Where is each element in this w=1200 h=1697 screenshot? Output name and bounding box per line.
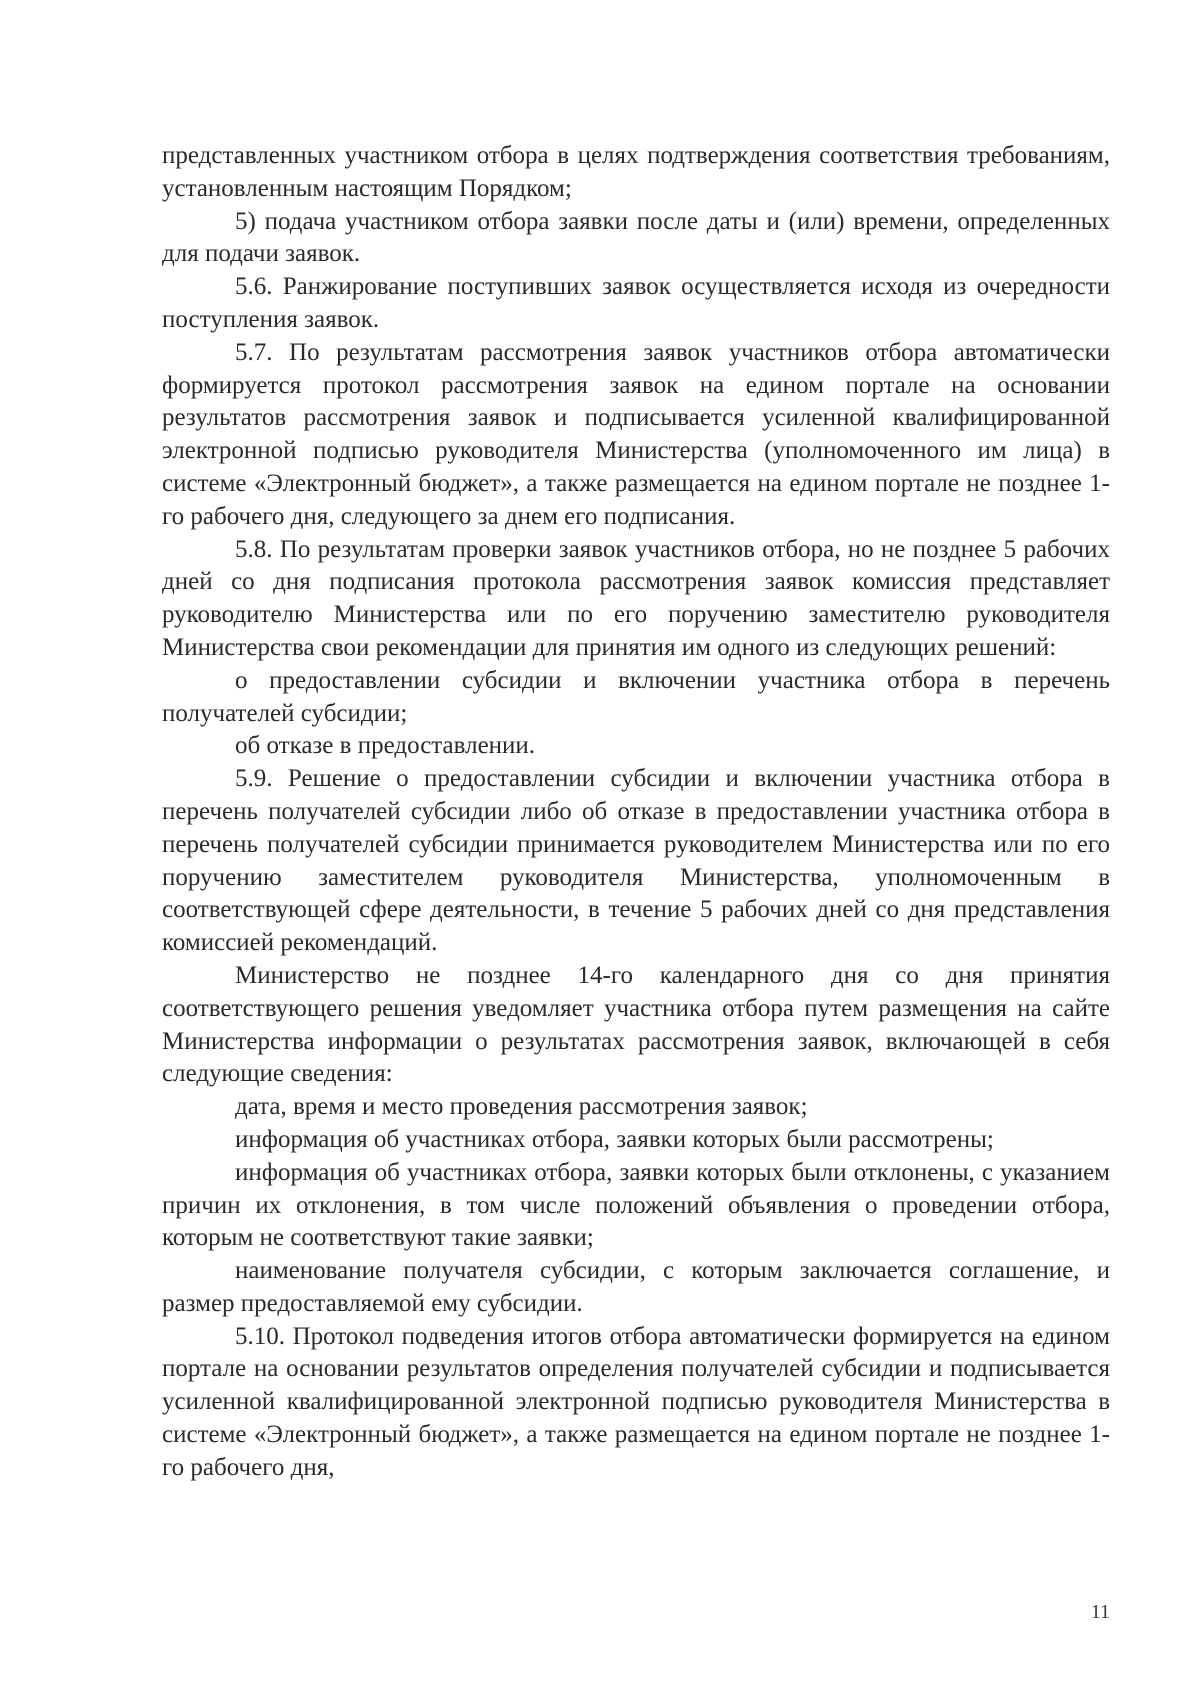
paragraph-14: 5.10. Протокол подведения итогов отбора автоматически формируется на едином портале на основании результатов определения получателей субсидии и подписывается усиленной квалифицированной электронной подписью руководителя Министерства в системе «Электронный бюджет», а также размещается на едином портале не позднее 1-го рабочего дня, [162, 1322, 1110, 1481]
paragraph-11: информация об участниках отбора, заявки которых были рассмотрены; [235, 1125, 994, 1153]
paragraph-5: 5.8. По результатам проверки заявок участников отбора, но не позднее 5 рабочих дней со дня подписания протокола рассмотрения заявок комиссия представляет руководителю Министерства или по его поручению заместителю руководителя Министерства свои рекомендации для принятия им одного из следующих решений: [162, 535, 1110, 661]
paragraph-13: наименование получателя субсидии, с которым заключается соглашение, и размер предоставляемой ему субсидии. [162, 1257, 1110, 1317]
paragraph-2: 5) подача участником отбора заявки после даты и (или) времени, определенных для подачи заявок. [162, 207, 1110, 268]
paragraph-8: 5.9. Решение о предоставлении субсидии и включении участника отбора в перечень получателей субсидии либо об отказе в предоставлении участника отбора в перечень получателей субсидии принимается руководителем Министерства или по его поручению заместителем руководителя Министерства, уполномоченным в соответствующей сфере деятельности, в течение 5 рабочих дней со дня представления комиссией рекомендаций. [162, 765, 1110, 957]
paragraph-7: об отказе в предоставлении. [235, 732, 536, 760]
paragraph-1: представленных участником отбора в целях подтверждения соответствия требованиям, установленным настоящим Порядком; [162, 142, 1110, 202]
page-number: 11 [1090, 1601, 1110, 1623]
paragraph-12: информация об участниках отбора, заявки которых были отклонены, с указанием причин их отклонения, в том числе положений объявления о проведении отбора, которым не соответствуют такие заявки; [162, 1158, 1110, 1252]
paragraph-4: 5.7. По результатам рассмотрения заявок участников отбора автоматически формируется протокол рассмотрения заявок на едином портале на основании результатов рассмотрения заявок и подписывается усиленной квалифицированной электронной подписью руководителя Министерства (уполномоченного им лица) в системе «Электронный бюджет», а также размещается на едином портале не позднее 1-го рабочего дня, следующего за днем его подписания. [162, 338, 1110, 530]
paragraph-6: о предоставлении субсидии и включении участника отбора в перечень получателей субсидии; [162, 666, 1110, 727]
document-page [162, 140, 1110, 1485]
paragraph-9: Министерство не позднее 14-го календарного дня со дня принятия соответствующего решения уведомляет участника отбора путем размещения на сайте Министерства информации о результатах рассмотрения заявок, включающей в себя следующие сведения: [162, 961, 1110, 1088]
paragraph-3: 5.6. Ранжирование поступивших заявок осуществляется исходя из очередности поступления заявок. [162, 273, 1110, 333]
paragraph-10: дата, время и место проведения рассмотрения заявок; [235, 1093, 808, 1121]
